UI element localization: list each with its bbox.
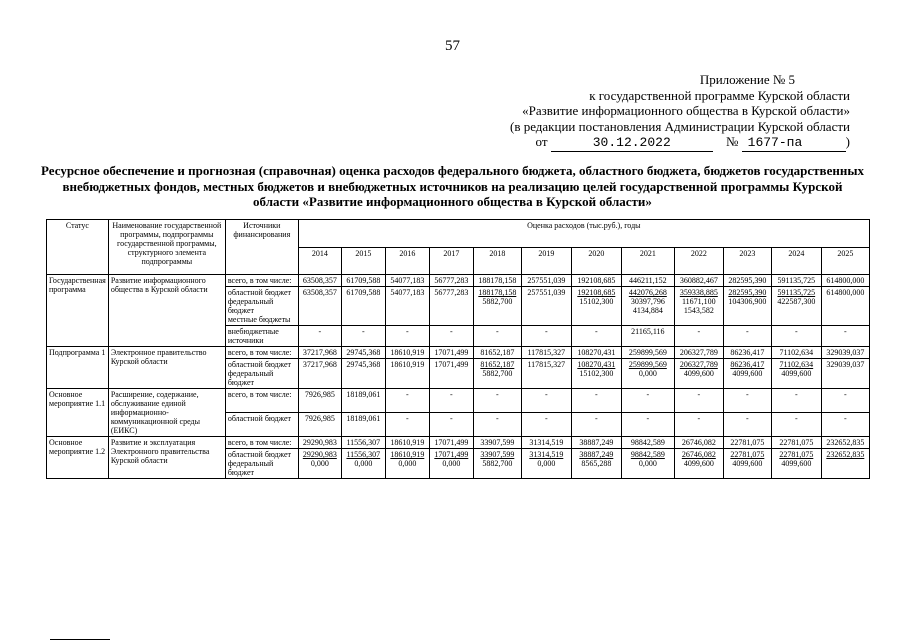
appendix-line4: (в редакции постановления Администрации Курской области bbox=[509, 118, 850, 134]
value-cell bbox=[821, 449, 869, 479]
source-label: областной бюджет bbox=[227, 414, 292, 423]
value-line: 15102,300 bbox=[579, 369, 614, 378]
value-cell bbox=[723, 359, 771, 389]
value-line: - bbox=[495, 414, 499, 423]
value-cell: 11556,307 bbox=[341, 437, 385, 449]
source-label: областной бюджет bbox=[227, 450, 292, 459]
value-cell bbox=[521, 413, 571, 437]
value-cell bbox=[771, 287, 821, 326]
value-cell: 61709,588 bbox=[341, 275, 385, 287]
value-cell bbox=[298, 413, 341, 437]
value-cell: 22781,075 bbox=[771, 437, 821, 449]
appendix-header bbox=[510, 72, 850, 152]
value-line: - bbox=[843, 414, 847, 423]
value-line: 1543,582 bbox=[683, 306, 714, 315]
table-body bbox=[47, 275, 870, 479]
value-cell: 22781,075 bbox=[723, 437, 771, 449]
value-cell: - bbox=[723, 326, 771, 347]
header-estimate: Оценка расходов (тыс.руб.), годы bbox=[298, 220, 869, 248]
page-number: 57 bbox=[445, 38, 460, 54]
value-cell: - bbox=[473, 326, 521, 347]
value-cell bbox=[821, 413, 869, 437]
value-cell: - bbox=[298, 326, 341, 347]
year-header: 2016 bbox=[385, 247, 429, 275]
value-line: 54077,183 bbox=[390, 288, 425, 297]
value-cell: - bbox=[571, 389, 621, 413]
value-cell bbox=[771, 359, 821, 389]
value-cell bbox=[473, 413, 521, 437]
appendix-line3: «Развитие информационного общества в Курской области» bbox=[522, 103, 850, 118]
year-header: 2015 bbox=[341, 247, 385, 275]
year-header: 2023 bbox=[723, 247, 771, 275]
value-line: 4099,600 bbox=[781, 459, 812, 468]
source-cell bbox=[225, 287, 298, 326]
value-line: 38887,249 bbox=[579, 450, 614, 459]
value-line: 282595,390 bbox=[728, 288, 767, 297]
value-line: 206327,789 bbox=[679, 360, 718, 369]
value-cell bbox=[723, 449, 771, 479]
value-cell: 188178,158 bbox=[473, 275, 521, 287]
value-cell: 329039,037 bbox=[821, 347, 869, 359]
value-line: 33907,599 bbox=[480, 450, 515, 459]
status-cell: Основное мероприятие 1.2 bbox=[47, 437, 109, 479]
value-cell bbox=[521, 449, 571, 479]
source-cell: всего, в том числе: bbox=[225, 389, 298, 413]
value-cell bbox=[621, 413, 674, 437]
value-line: 108270,431 bbox=[577, 360, 616, 369]
value-line: 5882,700 bbox=[482, 369, 513, 378]
year-header: 2025 bbox=[821, 247, 869, 275]
value-cell bbox=[473, 359, 521, 389]
value-cell: 232652,835 bbox=[821, 437, 869, 449]
value-cell bbox=[298, 449, 341, 479]
year-header: 2018 bbox=[473, 247, 521, 275]
resolution-date: 30.12.2022 bbox=[551, 135, 713, 152]
value-line: 0,000 bbox=[638, 459, 657, 468]
value-line: 0,000 bbox=[354, 459, 373, 468]
value-cell: 17071,499 bbox=[429, 437, 473, 449]
value-cell bbox=[621, 359, 674, 389]
value-cell: 29745,368 bbox=[341, 347, 385, 359]
year-header: 2022 bbox=[674, 247, 723, 275]
appendix-line1: Приложение № 5 bbox=[699, 72, 795, 87]
value-cell bbox=[341, 287, 385, 326]
value-cell: - bbox=[674, 389, 723, 413]
value-cell: 18610,919 bbox=[385, 347, 429, 359]
name-cell: Электронное правительство Курской области bbox=[108, 347, 225, 389]
value-cell: 282595,390 bbox=[723, 275, 771, 287]
source-label: областной бюджет bbox=[227, 360, 292, 369]
value-line: 0,000 bbox=[310, 459, 329, 468]
value-cell bbox=[298, 359, 341, 389]
document-title: Ресурсное обеспечение и прогнозная (справочная) оценка расходов федерального бюджета, областного бюджета, бюджетов государственных внебюджетных фондов, местных бюджетов и внебюджетных источников на реализацию целей государственной программы Курской области «Развитие информационного общества в Курской области» bbox=[41, 163, 864, 209]
value-line: 98842,589 bbox=[630, 450, 665, 459]
value-line: 29745,368 bbox=[346, 360, 381, 369]
value-cell: 21165,116 bbox=[621, 326, 674, 347]
value-cell: - bbox=[521, 389, 571, 413]
from-label: от bbox=[535, 134, 548, 149]
value-cell bbox=[621, 287, 674, 326]
value-line: 0,000 bbox=[398, 459, 417, 468]
source-cell: всего, в том числе: bbox=[225, 275, 298, 287]
value-cell: - bbox=[571, 326, 621, 347]
value-line: 442076,268 bbox=[628, 288, 667, 297]
header-name: Наименование государственной программы, подпрограммы государственной программы, структурного элемента подпрограммы bbox=[108, 220, 225, 275]
value-cell: 98842,589 bbox=[621, 437, 674, 449]
year-header: 2019 bbox=[521, 247, 571, 275]
value-line: 11556,307 bbox=[346, 450, 381, 459]
value-cell: 117815,327 bbox=[521, 347, 571, 359]
value-line: 37217,968 bbox=[302, 360, 337, 369]
value-cell: 26746,082 bbox=[674, 437, 723, 449]
value-line: 359338,885 bbox=[679, 288, 718, 297]
value-cell: 206327,789 bbox=[674, 347, 723, 359]
value-line: 5882,700 bbox=[482, 459, 513, 468]
value-line: 29290,983 bbox=[302, 450, 337, 459]
value-line: - bbox=[544, 414, 548, 423]
value-cell: - bbox=[429, 389, 473, 413]
value-cell: - bbox=[821, 389, 869, 413]
value-cell: - bbox=[341, 326, 385, 347]
value-line: 0,000 bbox=[442, 459, 461, 468]
value-line: 56777,283 bbox=[434, 288, 469, 297]
appendix-line2: к государственной программе Курской области bbox=[589, 87, 850, 103]
table-row bbox=[47, 437, 870, 449]
value-line: 0,000 bbox=[537, 459, 556, 468]
value-line: 104306,900 bbox=[728, 297, 767, 306]
value-cell: 591135,725 bbox=[771, 275, 821, 287]
value-cell bbox=[821, 359, 869, 389]
value-cell: 18610,919 bbox=[385, 437, 429, 449]
value-cell: 614800,000 bbox=[821, 275, 869, 287]
value-line: 81652,187 bbox=[480, 360, 515, 369]
value-line: 257551,039 bbox=[527, 288, 566, 297]
resource-table-wrap bbox=[46, 219, 870, 479]
value-line: 31314,519 bbox=[529, 450, 564, 459]
value-cell bbox=[571, 449, 621, 479]
value-cell: 17071,499 bbox=[429, 347, 473, 359]
source-label: местные бюджеты bbox=[227, 315, 291, 324]
value-cell: 108270,431 bbox=[571, 347, 621, 359]
value-line: 259899,569 bbox=[628, 360, 667, 369]
value-line: 4099,600 bbox=[683, 369, 714, 378]
value-line: - bbox=[594, 414, 598, 423]
value-cell bbox=[771, 413, 821, 437]
source-cell bbox=[225, 449, 298, 479]
year-header: 2024 bbox=[771, 247, 821, 275]
value-cell: - bbox=[385, 389, 429, 413]
value-cell bbox=[341, 413, 385, 437]
year-header: 2021 bbox=[621, 247, 674, 275]
value-cell: - bbox=[723, 389, 771, 413]
value-cell: 18189,061 bbox=[341, 389, 385, 413]
value-cell: 31314,519 bbox=[521, 437, 571, 449]
value-cell bbox=[429, 359, 473, 389]
value-cell bbox=[674, 449, 723, 479]
value-cell bbox=[674, 287, 723, 326]
name-cell: Развитие информационного общества в Курской области bbox=[108, 275, 225, 347]
value-line: 18610,919 bbox=[390, 360, 425, 369]
value-cell: 7926,985 bbox=[298, 389, 341, 413]
year-header: 2020 bbox=[571, 247, 621, 275]
value-cell: - bbox=[621, 389, 674, 413]
value-line: 63508,357 bbox=[302, 288, 337, 297]
value-cell bbox=[341, 359, 385, 389]
value-cell: 86236,417 bbox=[723, 347, 771, 359]
value-cell bbox=[429, 413, 473, 437]
value-cell bbox=[298, 287, 341, 326]
year-header: 2017 bbox=[429, 247, 473, 275]
value-cell bbox=[521, 359, 571, 389]
value-line: 4134,884 bbox=[632, 306, 663, 315]
value-cell: 37217,968 bbox=[298, 347, 341, 359]
value-cell: 259899,569 bbox=[621, 347, 674, 359]
value-cell bbox=[771, 449, 821, 479]
status-cell: Основное мероприятие 1.1 bbox=[47, 389, 109, 437]
value-line: 71102,634 bbox=[779, 360, 814, 369]
resource-table bbox=[46, 219, 870, 479]
source-label: областной бюджет bbox=[227, 288, 292, 297]
year-header: 2014 bbox=[298, 247, 341, 275]
value-line: 422587,300 bbox=[777, 297, 816, 306]
value-cell bbox=[473, 449, 521, 479]
value-cell bbox=[723, 287, 771, 326]
value-line: 188178,158 bbox=[478, 288, 517, 297]
value-line: 614800,000 bbox=[826, 288, 865, 297]
value-cell bbox=[385, 449, 429, 479]
value-cell: - bbox=[821, 326, 869, 347]
value-cell bbox=[621, 449, 674, 479]
value-line: - bbox=[697, 414, 701, 423]
value-line: 22781,075 bbox=[730, 450, 765, 459]
source-cell: всего, в том числе: bbox=[225, 437, 298, 449]
value-cell: - bbox=[674, 326, 723, 347]
value-line: 7926,985 bbox=[304, 414, 335, 423]
value-line: - bbox=[794, 414, 798, 423]
resolution-number: 1677-па bbox=[742, 135, 846, 152]
value-line: 30397,796 bbox=[630, 297, 665, 306]
value-cell bbox=[821, 287, 869, 326]
source-cell bbox=[225, 359, 298, 389]
table-row bbox=[47, 275, 870, 287]
value-cell: - bbox=[429, 326, 473, 347]
name-cell: Развитие и эксплуатация Электронного правительства Курской области bbox=[108, 437, 225, 479]
header-source: Источники финансирования bbox=[225, 220, 298, 275]
value-cell: 29290,983 bbox=[298, 437, 341, 449]
value-cell: 81652,187 bbox=[473, 347, 521, 359]
value-cell bbox=[429, 449, 473, 479]
appendix-date-line bbox=[510, 134, 850, 152]
value-line: 117815,327 bbox=[527, 360, 566, 369]
header-status: Статус bbox=[47, 220, 109, 275]
value-line: - bbox=[646, 414, 650, 423]
value-cell: 192108,685 bbox=[571, 275, 621, 287]
value-cell bbox=[429, 287, 473, 326]
status-cell: Государственная программа bbox=[47, 275, 109, 347]
source-label: федеральный бюджет bbox=[227, 369, 274, 387]
value-line: - bbox=[745, 414, 749, 423]
value-line: 11671,100 bbox=[681, 297, 716, 306]
value-cell bbox=[521, 287, 571, 326]
value-line: 17071,499 bbox=[434, 360, 469, 369]
value-cell bbox=[385, 287, 429, 326]
source-label: федеральный бюджет bbox=[227, 459, 274, 477]
value-cell: 446211,152 bbox=[621, 275, 674, 287]
value-cell bbox=[674, 359, 723, 389]
value-line: 192108,685 bbox=[577, 288, 616, 297]
value-cell: 360882,467 bbox=[674, 275, 723, 287]
value-cell bbox=[571, 359, 621, 389]
value-cell bbox=[341, 449, 385, 479]
value-line: 4099,600 bbox=[781, 369, 812, 378]
value-cell: - bbox=[521, 326, 571, 347]
table-row bbox=[47, 389, 870, 413]
value-line: - bbox=[449, 414, 453, 423]
source-label: федеральный бюджет bbox=[227, 297, 274, 315]
value-cell bbox=[674, 413, 723, 437]
value-cell: - bbox=[771, 389, 821, 413]
value-line: 329039,037 bbox=[826, 360, 865, 369]
value-line: 591135,725 bbox=[777, 288, 816, 297]
value-cell: 33907,599 bbox=[473, 437, 521, 449]
value-line: 15102,300 bbox=[579, 297, 614, 306]
value-line: 4099,600 bbox=[732, 459, 763, 468]
value-cell: 257551,039 bbox=[521, 275, 571, 287]
value-line: - bbox=[405, 414, 409, 423]
source-cell: внебюджетные источники bbox=[225, 326, 298, 347]
value-line: 18189,061 bbox=[346, 414, 381, 423]
value-line: 5882,700 bbox=[482, 297, 513, 306]
value-line: 8565,288 bbox=[581, 459, 612, 468]
value-cell: - bbox=[385, 326, 429, 347]
value-line: 26746,082 bbox=[681, 450, 716, 459]
value-line: 22781,075 bbox=[779, 450, 814, 459]
table-row bbox=[47, 347, 870, 359]
value-cell: 71102,634 bbox=[771, 347, 821, 359]
value-line: 86236,417 bbox=[730, 360, 765, 369]
value-cell bbox=[385, 359, 429, 389]
value-line: 4099,600 bbox=[732, 369, 763, 378]
value-cell: 63508,357 bbox=[298, 275, 341, 287]
value-line: 232652,835 bbox=[826, 450, 865, 459]
value-cell bbox=[571, 287, 621, 326]
value-cell bbox=[723, 413, 771, 437]
value-cell: 56777,283 bbox=[429, 275, 473, 287]
source-cell: всего, в том числе: bbox=[225, 347, 298, 359]
value-cell: - bbox=[473, 389, 521, 413]
number-label: № bbox=[726, 134, 739, 149]
value-cell: - bbox=[771, 326, 821, 347]
value-cell bbox=[473, 287, 521, 326]
value-cell bbox=[571, 413, 621, 437]
name-cell: Расширение, содержание, обслуживание единой информационно-коммуникационной среды (ЕИКС) bbox=[108, 389, 225, 437]
value-line: 18610,919 bbox=[390, 450, 425, 459]
value-cell bbox=[385, 413, 429, 437]
value-cell: 54077,183 bbox=[385, 275, 429, 287]
value-cell: 38887,249 bbox=[571, 437, 621, 449]
source-cell bbox=[225, 413, 298, 437]
value-line: 61709,588 bbox=[346, 288, 381, 297]
value-line: 0,000 bbox=[638, 369, 657, 378]
value-line: 4099,600 bbox=[683, 459, 714, 468]
header-row bbox=[47, 220, 870, 248]
value-line: 17071,499 bbox=[434, 450, 469, 459]
close-paren: ) bbox=[845, 134, 850, 149]
status-cell: Подпрограмма 1 bbox=[47, 347, 109, 389]
